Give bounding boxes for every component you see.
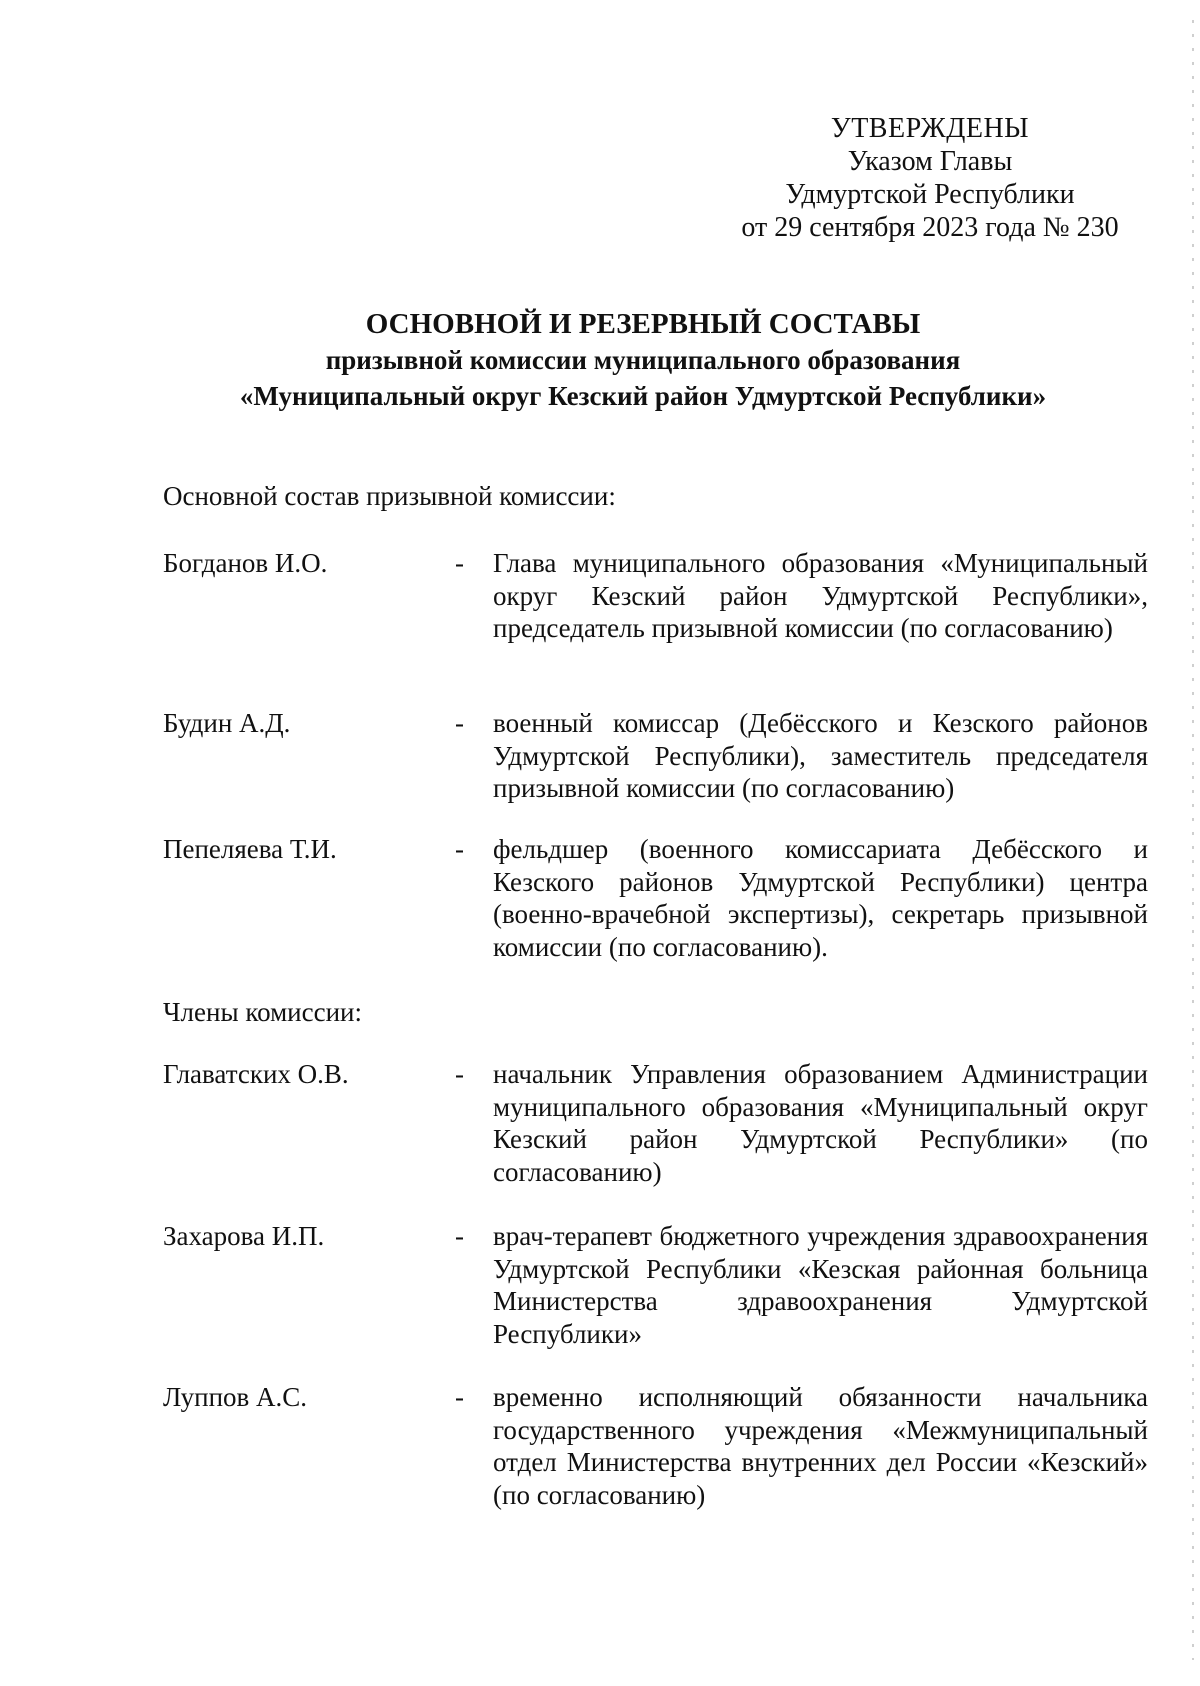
scan-margin-marks [1192, 20, 1194, 1660]
document-title [150, 306, 1136, 414]
approval-line-1: Указом Главы [847, 146, 1013, 177]
members-label: Члены комиссии: [163, 997, 362, 1027]
entry-dash: - [455, 708, 464, 738]
entry-dash: - [455, 1221, 464, 1251]
entry-name: Будин А.Д. [163, 708, 291, 738]
entry-description: фельдшер (военного комиссариата Дебёсского и Кезского районов Удмуртской Республики) центра (военно-врачебной экспертизы), секретарь призывной комиссии (по согласованию). [493, 834, 1148, 962]
entry-description: начальник Управления образованием Администрации муниципального образования «Муниципальный округ Кезский район Удмуртской Республики» (по согласованию) [493, 1059, 1148, 1187]
approval-heading: УТВЕРЖДЕНЫ [830, 113, 1030, 144]
entry-dash: - [455, 1382, 464, 1412]
approval-block [700, 112, 1160, 244]
entry-name: Пепеляева Т.И. [163, 834, 337, 864]
entry-description: временно исполняющий обязанности начальника государственного учреждения «Межмуниципальный отдел Министерства внутренних дел России «Кезский» (по согласованию) [493, 1382, 1148, 1510]
entry-dash: - [455, 1059, 464, 1089]
title-line-1: ОСНОВНОЙ И РЕЗЕРВНЫЙ СОСТАВЫ [365, 308, 921, 340]
entry-name: Богданов И.О. [163, 548, 328, 578]
title-line-2: призывной комиссии муниципального образования [325, 345, 961, 375]
entry-name: Захарова И.П. [163, 1221, 325, 1251]
approval-line-3: от 29 сентября 2023 года № 230 [741, 212, 1119, 243]
approval-line-2: Удмуртской Республики [785, 179, 1075, 210]
entry-dash: - [455, 548, 464, 578]
entry-dash: - [455, 834, 464, 864]
entry-name: Луппов А.С. [163, 1382, 308, 1412]
entry-description: врач-терапевт бюджетного учреждения здравоохранения Удмуртской Республики «Кезская районная больница Министерства здравоохранения Удмуртской Республики» [493, 1221, 1148, 1349]
entry-name: Главатских О.В. [163, 1059, 349, 1089]
entry-description: военный комиссар (Дебёсского и Кезского районов Удмуртской Республики), заместитель председателя призывной комиссии (по согласованию) [493, 708, 1148, 803]
title-line-3: «Муниципальный округ Кезский район Удмуртской Республики» [239, 381, 1047, 411]
entry-description: Глава муниципального образования «Муниципальный округ Кезский район Удмуртской Республики», председатель призывной комиссии (по согласованию) [493, 548, 1148, 643]
main-composition-label: Основной состав призывной комиссии: [163, 481, 616, 511]
